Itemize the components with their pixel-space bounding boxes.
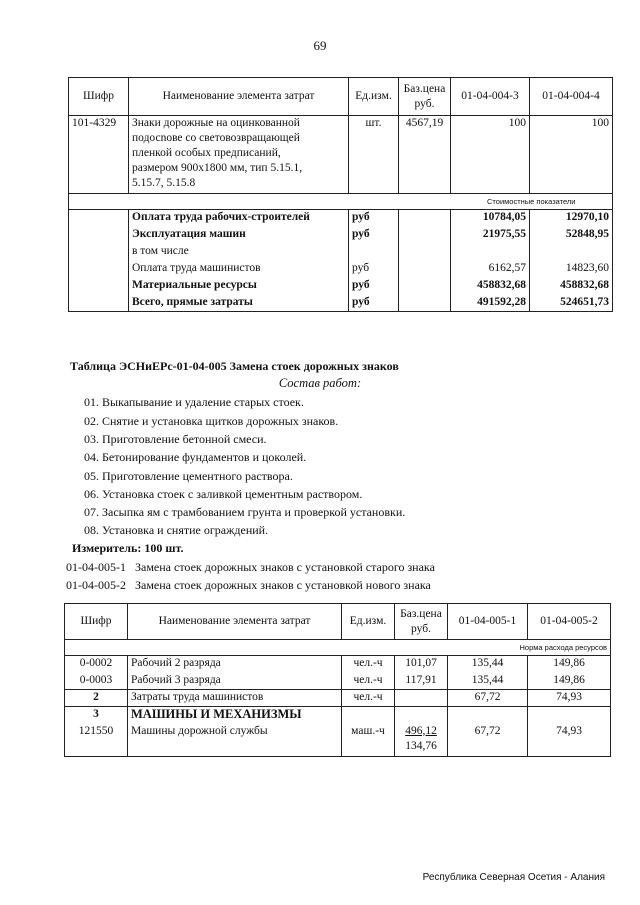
header-unit: Ед.изм.: [349, 78, 399, 116]
work-item: 01. Выкапывание и удаление старых стоек.: [84, 395, 304, 409]
code-line: [66, 578, 431, 593]
item-name-line: пленкой особых предписаний,: [132, 147, 281, 159]
row-unit: [349, 244, 399, 261]
header-code: Шифр: [65, 604, 128, 640]
row-unit: маш.-ч: [342, 724, 395, 757]
header-col-1: 01-04-005-1: [448, 604, 528, 640]
row-name: Материальные ресурсы: [129, 278, 349, 295]
item-name-line: подосnове со световозвращающей: [132, 132, 300, 144]
code-line-code: 01-04-005-1: [66, 560, 126, 574]
work-item: 08. Установка и снятие ограждений.: [84, 523, 269, 537]
row-v2: 14823,60: [530, 261, 613, 278]
item-price: 4567,19: [399, 116, 451, 194]
table-row: [65, 724, 611, 757]
work-item: 02. Снятие и установка щитков дорожных знаков.: [84, 414, 339, 428]
header-col-1: 01-04-004-3: [451, 78, 530, 116]
row-price-primary: 496,12: [405, 724, 437, 737]
row-v1: 67,72: [448, 724, 528, 757]
row-v1: 135,44: [448, 656, 528, 673]
table-row: [65, 656, 611, 673]
row-v2: 74,93: [528, 690, 611, 707]
row-v1: 21975,55: [451, 227, 530, 244]
row-unit: руб: [349, 295, 399, 312]
item-v1: 100: [451, 116, 530, 194]
table-row: [65, 707, 611, 724]
cost-table-1: [68, 77, 613, 312]
code-line-code: 01-04-005-2: [66, 578, 126, 592]
row-v2: 74,93: [528, 724, 611, 757]
row-code: 2: [65, 690, 128, 707]
code-line-text: Замена стоек дорожных знаков с установкой старого знака: [135, 560, 435, 574]
row-unit: чел.-ч: [342, 690, 395, 707]
table-row: [69, 295, 613, 312]
item-name-line: 5.15.7, 5.15.8: [132, 177, 196, 189]
item-name: [129, 116, 349, 194]
table-row: [69, 278, 613, 295]
row-code: 121550: [65, 724, 128, 757]
row-name: в том числе: [129, 244, 349, 261]
item-name-line: размером 900х1800 мм, тип 5.15.1,: [132, 162, 303, 174]
section-label: Норма расхода ресурсов: [448, 640, 611, 656]
section-title: Таблица ЭСНиЕРс-01-04-005 Замена стоек дорожных знаков: [70, 359, 399, 373]
row-v1: 6162,57: [451, 261, 530, 278]
row-v2: 149,86: [528, 656, 611, 673]
item-code: 101-4329: [69, 116, 129, 194]
row-unit: руб: [349, 227, 399, 244]
code-line: [66, 560, 435, 575]
row-name: Оплата труда машинистов: [129, 261, 349, 278]
row-unit: руб: [349, 278, 399, 295]
row-price: [395, 724, 448, 757]
item-unit: шт.: [349, 116, 399, 194]
row-v1: 10784,05: [451, 210, 530, 227]
item-v2: 100: [530, 116, 613, 194]
row-v2: 458832,68: [530, 278, 613, 295]
row-price: 101,07: [395, 656, 448, 673]
row-v1: 458832,68: [451, 278, 530, 295]
row-name: Рабочий 3 разряда: [128, 673, 342, 690]
row-v2: 12970,10: [530, 210, 613, 227]
row-unit: руб: [349, 210, 399, 227]
header-unit: Ед.изм.: [342, 604, 395, 640]
table-row: [69, 244, 613, 261]
table-row: [69, 116, 613, 194]
section-label: Стоимостные показатели: [451, 194, 613, 210]
row-unit: чел.-ч: [342, 656, 395, 673]
header-name: Наименование элемента затрат: [129, 78, 349, 116]
row-v1: 135,44: [448, 673, 528, 690]
row-v1: 67,72: [448, 690, 528, 707]
row-code: 0-0002: [65, 656, 128, 673]
row-name: Эксплуатация машин: [129, 227, 349, 244]
row-name: Оплата труда рабочих-строителей: [129, 210, 349, 227]
row-code: 0-0003: [65, 673, 128, 690]
work-item: 06. Установка стоек с заливкой цементным раствором.: [84, 487, 363, 501]
row-price: 117,91: [395, 673, 448, 690]
row-name: МАШИНЫ И МЕХАНИЗМЫ: [128, 707, 342, 724]
table-row: [65, 690, 611, 707]
meter: Измеритель: 100 шт.: [72, 541, 184, 555]
section-subtitle: Состав работ:: [278, 376, 362, 390]
row-v2: 524651,73: [530, 295, 613, 312]
table-row: [69, 261, 613, 278]
row-v2: [530, 244, 613, 261]
row-unit: чел.-ч: [342, 673, 395, 690]
row-name: Рабочий 2 разряда: [128, 656, 342, 673]
work-item: 05. Приготовление цементного раствора.: [84, 469, 293, 483]
header-price: Баз.цена руб.: [399, 78, 451, 116]
row-price: [395, 690, 448, 707]
table-row: [65, 673, 611, 690]
work-item: 03. Приготовление бетонной смеси.: [84, 432, 267, 446]
code-line-text: Замена стоек дорожных знаков с установкой нового знака: [135, 578, 431, 592]
header-name: Наименование элемента затрат: [128, 604, 342, 640]
row-name: Всего, прямые затраты: [129, 295, 349, 312]
work-item: 04. Бетонирование фундаментов и цоколей.: [84, 450, 307, 464]
table-row: [69, 227, 613, 244]
row-code: 3: [65, 707, 128, 724]
footer-region: Республика Северная Осетия - Алания: [422, 872, 605, 883]
header-col-2: 01-04-005-2: [528, 604, 611, 640]
row-name: Затраты труда машинистов: [128, 690, 342, 707]
header-col-2: 01-04-004-4: [530, 78, 613, 116]
row-v2: 149,86: [528, 673, 611, 690]
row-v1: [451, 244, 530, 261]
row-unit: руб: [349, 261, 399, 278]
work-item: 07. Засыпка ям с трамбованием грунта и проверкой установки.: [84, 505, 406, 519]
resource-table-2: [64, 603, 611, 757]
header-price: Баз.цена руб.: [395, 604, 448, 640]
row-v2: 52848,95: [530, 227, 613, 244]
table-row: [69, 210, 613, 227]
header-code: Шифр: [69, 78, 129, 116]
row-v1: 491592,28: [451, 295, 530, 312]
page-number: 69: [313, 38, 327, 53]
row-name: Машины дорожной службы: [128, 724, 342, 757]
item-name-line: Знаки дорожные на оцинкованной: [132, 117, 300, 129]
row-price-secondary: 134,76: [405, 739, 437, 752]
